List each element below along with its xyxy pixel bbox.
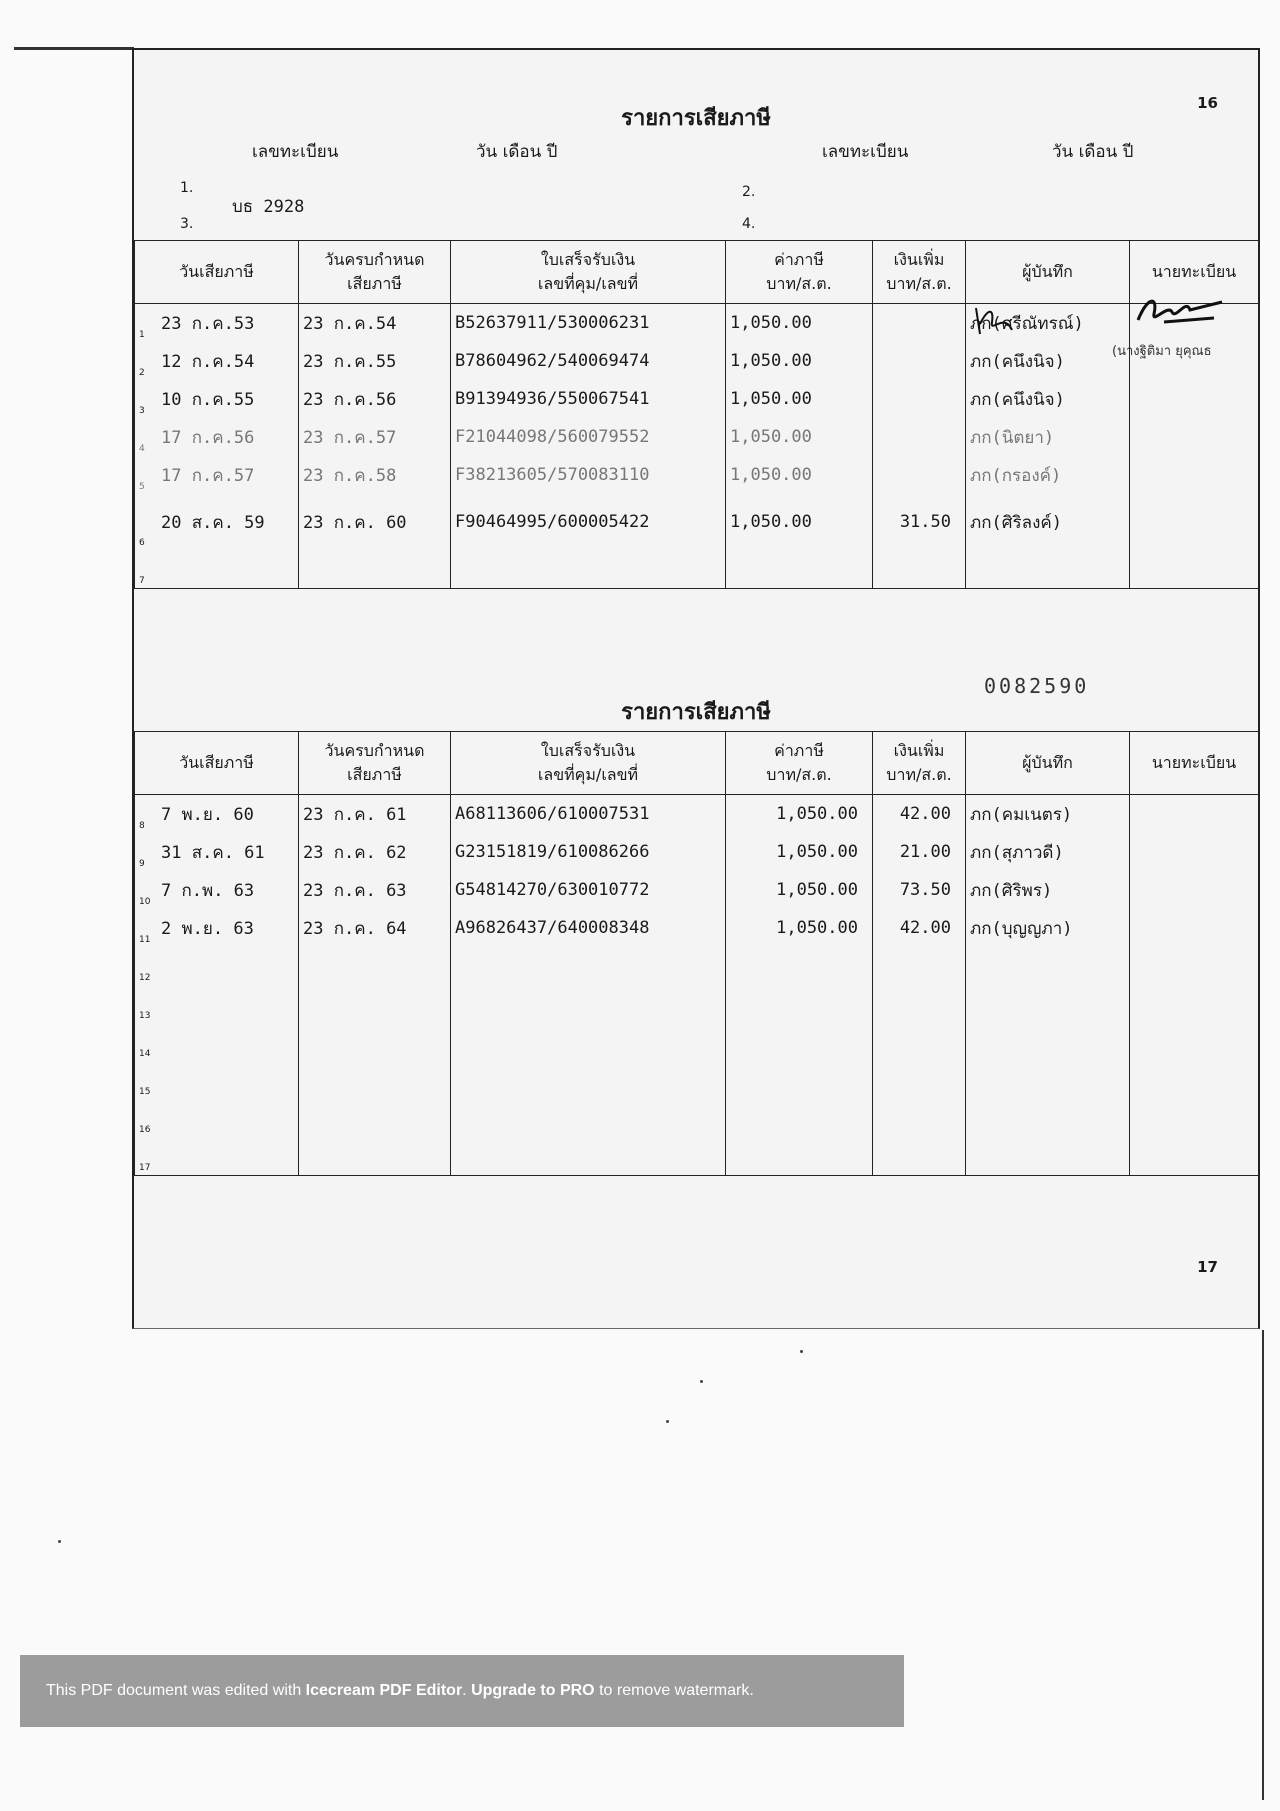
table-row: [135, 380, 1259, 418]
table-row: [135, 1061, 1259, 1099]
paid-date-cell: [135, 1137, 299, 1176]
recorder-cell: [966, 947, 1130, 985]
col-header-recorder: ผู้บันทึก: [966, 241, 1130, 304]
watermark-product: Icecream PDF Editor: [305, 1682, 463, 1699]
registration-number-label: 3.: [180, 216, 194, 232]
receipt-cell: [451, 550, 726, 589]
receipt-cell: B78604962/540069474: [451, 342, 726, 380]
due-date-cell: 23 ก.ค.58: [299, 456, 451, 494]
surcharge-cell: [873, 304, 966, 343]
due-date-cell: 23 ก.ค. 64: [299, 909, 451, 947]
paid-date-cell: [135, 833, 299, 871]
row-number: 6: [139, 538, 145, 548]
col-header-surcharge: เงินเพิ่ม บาท/ส.ต.: [873, 241, 966, 304]
recorder-cell: ภก(กรองค์): [966, 456, 1130, 494]
paid-date-cell: [135, 947, 299, 985]
tax-cell: 1,050.00: [726, 304, 873, 343]
paid-date: 7 ก.พ. 63: [161, 880, 255, 901]
registrar-cell: [1130, 418, 1259, 456]
surcharge-cell: [873, 1137, 966, 1176]
tax-payment-table: [134, 240, 1259, 589]
due-date-cell: 23 ก.ค.55: [299, 342, 451, 380]
paid-date-cell: [135, 1023, 299, 1061]
row-number: 2: [139, 368, 145, 378]
table-row: [135, 1023, 1259, 1061]
registrar-cell: [1130, 1099, 1259, 1137]
tax-cell: 1,050.00: [726, 342, 873, 380]
recorder-cell: ภก(ศิริลงค์): [966, 494, 1130, 550]
registrar-signature: [1134, 290, 1226, 330]
receipt-cell: A96826437/640008348: [451, 909, 726, 947]
table-row: [135, 304, 1259, 343]
recorder-cell: ภก(คนึงนิจ): [966, 342, 1130, 380]
paid-date: 10 ก.ค.55: [161, 389, 255, 410]
table-row: [135, 833, 1259, 871]
row-number: 9: [139, 859, 145, 869]
surcharge-cell: [873, 1099, 966, 1137]
tax-cell: 1,050.00: [726, 871, 873, 909]
table-row: [135, 985, 1259, 1023]
paid-date: 2 พ.ย. 63: [161, 918, 254, 939]
recorder-cell: ภก(ศรีณัทรณ์): [966, 304, 1130, 343]
receipt-cell: G54814270/630010772: [451, 871, 726, 909]
due-date-cell: 23 ก.ค. 60: [299, 494, 451, 550]
watermark-upgrade: Upgrade to PRO: [471, 1682, 595, 1699]
tax-cell: 1,050.00: [726, 909, 873, 947]
paid-date: 7 พ.ย. 60: [161, 804, 254, 825]
tax-cell: 1,050.00: [726, 456, 873, 494]
paid-date: 17 ก.ค.57: [161, 465, 255, 486]
col-header-tax: ค่าภาษี บาท/ส.ต.: [726, 241, 873, 304]
table-row: [135, 1099, 1259, 1137]
scan-speck: [58, 1540, 61, 1543]
watermark-prefix: This PDF document was edited with: [46, 1682, 306, 1699]
recorder-cell: ภก(สุภาวดี): [966, 833, 1130, 871]
paid-date-cell: [135, 380, 299, 418]
receipt-cell: B52637911/530006231: [451, 304, 726, 343]
due-date-cell: [299, 1099, 451, 1137]
recorder-cell: [966, 1099, 1130, 1137]
tax-record-page-top: [132, 48, 1260, 685]
row-number: 12: [139, 973, 151, 983]
registration-label: เลขทะเบียน: [252, 142, 339, 162]
due-date-cell: [299, 550, 451, 589]
date-label: วัน เดือน ปี: [1052, 142, 1134, 162]
recorder-cell: [966, 1137, 1130, 1176]
recorder-cell: [966, 1023, 1130, 1061]
paid-date-cell: [135, 304, 299, 343]
registration-plate: บธ 2928: [232, 197, 305, 217]
scan-speck: [700, 1380, 703, 1383]
due-date-cell: [299, 1023, 451, 1061]
receipt-edge-number: 0082590: [984, 674, 1090, 698]
paid-date-cell: [135, 795, 299, 834]
due-date-cell: 23 ก.ค.54: [299, 304, 451, 343]
row-number: 13: [139, 1011, 151, 1021]
date-label: วัน เดือน ปี: [476, 142, 558, 162]
registrar-cell: [1130, 1023, 1259, 1061]
row-number: 11: [139, 935, 151, 945]
due-date-cell: [299, 947, 451, 985]
receipt-cell: [451, 1137, 726, 1176]
receipt-cell: F38213605/570083110: [451, 456, 726, 494]
table-row: [135, 909, 1259, 947]
row-number: 3: [139, 406, 145, 416]
due-date-cell: 23 ก.ค. 63: [299, 871, 451, 909]
table-row: [135, 342, 1259, 380]
col-header-receipt: ใบเสร็จรับเงิน เลขที่คุม/เลขที่: [451, 732, 726, 795]
registrar-cell: [1130, 494, 1259, 550]
table-row: [135, 494, 1259, 550]
registrar-cell: [1130, 550, 1259, 589]
tax-cell: [726, 550, 873, 589]
scan-edge-line: [14, 47, 134, 50]
page-number: 16: [1197, 94, 1218, 112]
paid-date-cell: [135, 871, 299, 909]
surcharge-cell: 31.50: [873, 494, 966, 550]
recorder-signature: [972, 304, 1016, 340]
table-row: [135, 947, 1259, 985]
table-row: [135, 795, 1259, 834]
surcharge-cell: [873, 380, 966, 418]
due-date-cell: 23 ก.ค. 61: [299, 795, 451, 834]
col-header-recorder: ผู้บันทึก: [966, 732, 1130, 795]
col-header-surcharge: เงินเพิ่ม บาท/ส.ต.: [873, 732, 966, 795]
surcharge-cell: 21.00: [873, 833, 966, 871]
tax-cell: [726, 1023, 873, 1061]
tax-cell: 1,050.00: [726, 795, 873, 834]
col-header-registrar: นายทะเบียน: [1130, 732, 1259, 795]
col-header-due-date: วันครบกำหนด เสียภาษี: [299, 732, 451, 795]
recorder-cell: ภก(คนึงนิจ): [966, 380, 1130, 418]
surcharge-cell: [873, 342, 966, 380]
table-row: [135, 550, 1259, 589]
col-header-paid-date: วันเสียภาษี: [135, 241, 299, 304]
recorder-cell: [966, 1061, 1130, 1099]
receipt-cell: [451, 1061, 726, 1099]
receipt-cell: [451, 985, 726, 1023]
due-date-cell: [299, 985, 451, 1023]
receipt-cell: F90464995/600005422: [451, 494, 726, 550]
registrar-cell: [1130, 909, 1259, 947]
table-row: [135, 418, 1259, 456]
surcharge-cell: [873, 1061, 966, 1099]
surcharge-cell: [873, 418, 966, 456]
paid-date: 12 ก.ค.54: [161, 351, 255, 372]
registration-number-label: 1.: [180, 180, 194, 196]
paid-date: 31 ส.ค. 61: [161, 842, 265, 863]
row-number: 8: [139, 821, 145, 831]
recorder-cell: ภก(นิตยา): [966, 418, 1130, 456]
section-title: รายการเสียภาษี: [621, 700, 771, 725]
row-number: 4: [139, 444, 145, 454]
registrar-stamp: (นางฐิติมา ยุคุณธ: [1112, 344, 1212, 359]
paid-date-cell: [135, 456, 299, 494]
tax-record-page-bottom: [132, 674, 1260, 1329]
table-row: [135, 1137, 1259, 1176]
col-header-paid-date: วันเสียภาษี: [135, 732, 299, 795]
tax-cell: [726, 1099, 873, 1137]
receipt-cell: [451, 947, 726, 985]
receipt-cell: B91394936/550067541: [451, 380, 726, 418]
receipt-cell: [451, 1023, 726, 1061]
registrar-cell: [1130, 985, 1259, 1023]
tax-cell: [726, 947, 873, 985]
registrar-cell: [1130, 833, 1259, 871]
paid-date-cell: [135, 1099, 299, 1137]
editor-watermark-banner: [20, 1655, 904, 1727]
surcharge-cell: 42.00: [873, 909, 966, 947]
registrar-cell: [1130, 947, 1259, 985]
row-number: 5: [139, 482, 145, 492]
surcharge-cell: [873, 947, 966, 985]
receipt-cell: A68113606/610007531: [451, 795, 726, 834]
recorder-cell: ภก(ศิริพร): [966, 871, 1130, 909]
paid-date-cell: [135, 418, 299, 456]
table-row: [135, 871, 1259, 909]
tax-cell: 1,050.00: [726, 833, 873, 871]
paid-date-cell: [135, 909, 299, 947]
due-date-cell: 23 ก.ค.56: [299, 380, 451, 418]
page-number: 17: [1197, 1258, 1218, 1276]
scan-right-edge: [1262, 1330, 1264, 1800]
scan-speck: [666, 1420, 669, 1423]
due-date-cell: 23 ก.ค. 62: [299, 833, 451, 871]
tax-cell: 1,050.00: [726, 494, 873, 550]
table-row: [135, 456, 1259, 494]
tax-cell: [726, 985, 873, 1023]
receipt-cell: F21044098/560079552: [451, 418, 726, 456]
paid-date-cell: [135, 342, 299, 380]
due-date-cell: [299, 1061, 451, 1099]
recorder-cell: ภก(คมเนตร): [966, 795, 1130, 834]
tax-cell: 1,050.00: [726, 380, 873, 418]
paid-date-cell: [135, 985, 299, 1023]
tax-payment-table: [134, 731, 1259, 1176]
col-header-receipt: ใบเสร็จรับเงิน เลขที่คุม/เลขที่: [451, 241, 726, 304]
tax-cell: [726, 1061, 873, 1099]
scan-speck: [800, 1350, 803, 1353]
surcharge-cell: [873, 985, 966, 1023]
surcharge-cell: [873, 1023, 966, 1061]
tax-cell: [726, 1137, 873, 1176]
surcharge-cell: [873, 550, 966, 589]
recorder-cell: ภก(บุญญภา): [966, 909, 1130, 947]
watermark-middle: .: [462, 1682, 472, 1699]
paid-date-cell: [135, 494, 299, 550]
registration-number-label: 2.: [742, 184, 756, 200]
registrar-cell: [1130, 795, 1259, 834]
receipt-cell: [451, 1099, 726, 1137]
due-date-cell: [299, 1137, 451, 1176]
recorder-cell: [966, 550, 1130, 589]
paid-date: 23 ก.ค.53: [161, 313, 255, 334]
tax-cell: 1,050.00: [726, 418, 873, 456]
col-header-tax: ค่าภาษี บาท/ส.ต.: [726, 732, 873, 795]
row-number: 17: [139, 1163, 151, 1173]
paid-date: 20 ส.ค. 59: [161, 512, 265, 533]
watermark-suffix: to remove watermark.: [594, 1682, 754, 1699]
registration-number-label: 4.: [742, 216, 756, 232]
row-number: 15: [139, 1087, 151, 1097]
surcharge-cell: 73.50: [873, 871, 966, 909]
registrar-cell: [1130, 380, 1259, 418]
registrar-cell: [1130, 871, 1259, 909]
row-number: 16: [139, 1125, 151, 1135]
row-number: 7: [139, 576, 145, 586]
col-header-due-date: วันครบกำหนด เสียภาษี: [299, 241, 451, 304]
row-number: 1: [139, 330, 145, 340]
registrar-cell: [1130, 1061, 1259, 1099]
surcharge-cell: [873, 456, 966, 494]
surcharge-cell: 42.00: [873, 795, 966, 834]
paid-date: 17 ก.ค.56: [161, 427, 255, 448]
paid-date-cell: [135, 1061, 299, 1099]
col-header-registrar: นายทะเบียน: [1130, 241, 1259, 304]
row-number: 10: [139, 897, 151, 907]
row-number: 14: [139, 1049, 151, 1059]
paid-date-cell: [135, 550, 299, 589]
receipt-cell: G23151819/610086266: [451, 833, 726, 871]
section-title: รายการเสียภาษี: [621, 106, 771, 131]
registration-label: เลขทะเบียน: [822, 142, 909, 162]
due-date-cell: 23 ก.ค.57: [299, 418, 451, 456]
recorder-cell: [966, 985, 1130, 1023]
registrar-cell: [1130, 1137, 1259, 1176]
registrar-cell: [1130, 456, 1259, 494]
